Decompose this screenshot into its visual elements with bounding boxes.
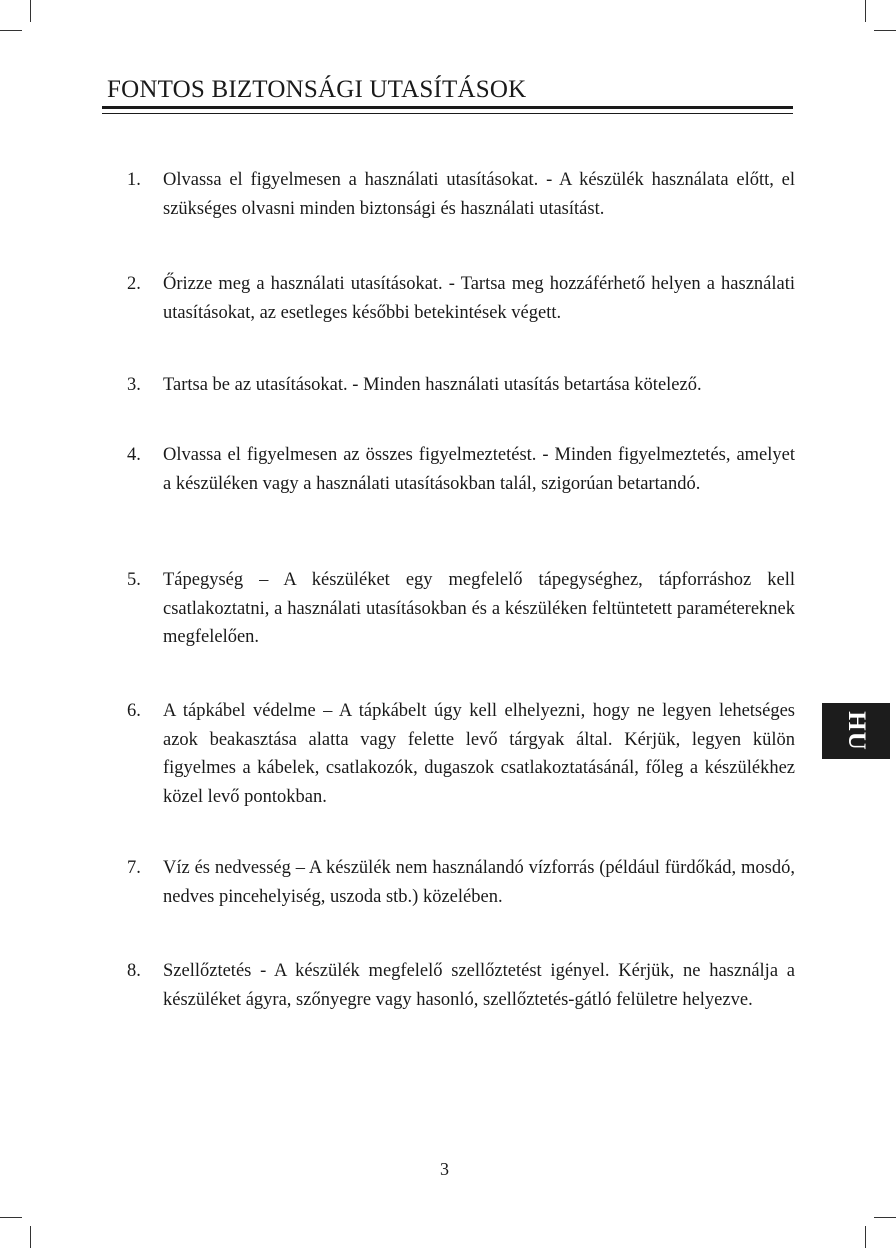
crop-mark-top-left-vertical: [30, 0, 31, 22]
list-item-text: Szellőztetés - A készülék megfelelő szellőztetést igényel. Kérjük, ne használja a készüléket ágyra, szőnyegre vagy hasonló, szellőztetés-gátló felületre helyezve.: [163, 961, 795, 1010]
list-item-text: Tápegység – A készüléket egy megfelelő tápegységhez, tápforráshoz kell csatlakoztatni, a használati utasításokban és a készüléken feltüntetett paramétereknek megfelelően.: [163, 570, 795, 647]
list-item-number: 5.: [127, 570, 141, 590]
crop-mark-bottom-right-horizontal: [874, 1217, 896, 1218]
list-item-number: 3.: [127, 375, 141, 395]
list-item-text: Tartsa be az utasításokat. - Minden használati utasítás betartása kötelező.: [163, 375, 702, 395]
list-item-text: Víz és nedvesség – A készülék nem használandó vízforrás (például fürdőkád, mosdó, nedves pincehelyiség, uszoda stb.) közelében.: [163, 858, 795, 907]
language-tab: [822, 703, 890, 759]
list-item-number: 8.: [127, 961, 141, 981]
crop-mark-top-left-horizontal: [0, 30, 22, 31]
page-title: FONTOS BIZTONSÁGI UTASÍTÁSOK: [107, 76, 527, 103]
title-rule-thin: [102, 113, 793, 114]
list-item-number: 1.: [127, 170, 141, 190]
list-item-number: 2.: [127, 274, 141, 294]
crop-mark-top-right-horizontal: [874, 30, 896, 31]
title-rule-thick: [102, 106, 793, 109]
crop-mark-bottom-right-vertical: [865, 1226, 866, 1248]
page-number: 3: [440, 1159, 449, 1179]
crop-mark-top-right-vertical: [865, 0, 866, 22]
list-item-text: Olvassa el figyelmesen az összes figyelmeztetést. - Minden figyelmeztetés, amelyet a készüléken vagy a használati utasításokban talál, szigorúan betartandó.: [163, 445, 795, 494]
list-item-text: Őrizze meg a használati utasításokat. - Tartsa meg hozzáférhető helyen a használati utasításokat, az esetleges későbbi betekintések végett.: [163, 274, 795, 323]
list-item-number: 7.: [127, 858, 141, 878]
crop-mark-bottom-left-horizontal: [0, 1217, 22, 1218]
crop-mark-bottom-left-vertical: [30, 1226, 31, 1248]
list-item-text: A tápkábel védelme – A tápkábelt úgy kell elhelyezni, hogy ne legyen lehetséges azok beakasztása alatta vagy felette levő tárgyak által. Kérjük, legyen külön figyelmes a kábelek, csatlakozók, dugaszok csatlakoztatásánál, főleg a készülékhez közel levő pontokban.: [163, 701, 795, 807]
list-item-number: 4.: [127, 445, 141, 465]
language-tab-label: HU: [843, 711, 870, 751]
list-item-text: Olvassa el figyelmesen a használati utasításokat. - A készülék használata előtt, el szükséges olvasni minden biztonsági és használati utasítást.: [163, 170, 795, 219]
list-item-number: 6.: [127, 701, 141, 721]
